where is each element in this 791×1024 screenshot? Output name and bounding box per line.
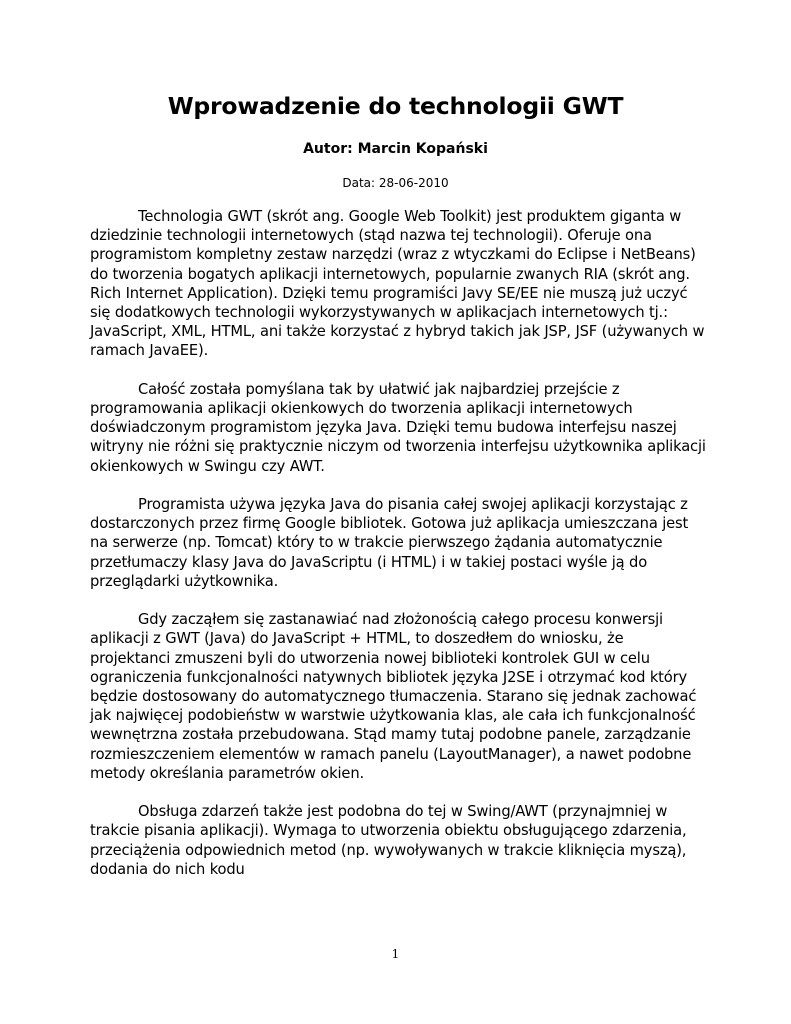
page-number: 1: [391, 947, 400, 961]
document-title: Wprowadzenie do technologii GWT: [167, 92, 624, 120]
document-date: Data: 28-06-2010: [342, 176, 449, 190]
paragraph-1: Technologia GWT (skrót ang. Google Web Toolkit) jest produktem giganta w dziedzinie technologii internetowych (stąd nazwa tej technologii). Oferuje ona programistom kompletny zestaw narzędzi (wraz z wtyczkami do Eclipse i NetBeans) do tworzenia bogatych aplikacji internetowych, popularnie zwanych RIA (skrót ang. Rich Internet Application). Dzięki temu programiści Javy SE/EE nie muszą już uczyć się dodatkowych technologii wykorzystywanych w aplikacjach internetowych tj.: JavaScript, XML, HTML, ani także korzystać z hybryd takich jak JSP, JSF (używanych w ramach JavaEE).: [90, 208, 705, 360]
document-author: Autor: Marcin Kopański: [303, 141, 488, 157]
paragraph-5: Obsługa zdarzeń także jest podobna do tej w Swing/AWT (przynajmniej w trakcie pisania aplikacji). Wymaga to utworzenia obiektu obsługującego zdarzenia, przeciążenia odpowiednich metod (np. wywoływanych w trakcie kliknięcia myszą), dodania do nich kodu: [90, 803, 687, 878]
paragraph-4: Gdy zacząłem się zastanawiać nad złożonością całego procesu konwersji aplikacji z GWT (Java) do JavaScript + HTML, to doszedłem do wniosku, że projektanci zmuszeni byli do utworzenia nowej biblioteki kontrolek GUI w celu ograniczenia funkcjonalności natywnych bibliotek języka J2SE i otrzymać kod który będzie dostosowany do automatycznego tłumaczenia. Starano się jednak zachować jak najwięcej podobieństw w warstwie użytkowania klas, ale cała ich funkcjonalność wewnętrzna została przebudowana. Stąd mamy tutaj podobne panele, zarządzanie rozmieszczeniem elementów w ramach panelu (LayoutManager), a nawet podobne metody określania parametrów okien.: [90, 611, 697, 782]
document-body: [90, 207, 706, 898]
paragraph-2: Całość została pomyślana tak by ułatwić jak najbardziej przejście z programowania aplikacji okienkowych do tworzenia aplikacji internetowych doświadczonym programistom języka Java. Dzięki temu budowa interfejsu naszej witryny nie różni się praktycznie niczym od tworzenia interfejsu użytkownika aplikacji okienkowych w Swingu czy AWT.: [90, 380, 706, 475]
paragraph-3: Programista używa języka Java do pisania całej swojej aplikacji korzystając z dostarczonych przez firmę Google bibliotek. Gotowa już aplikacja umieszczana jest na serwerze (np. Tomcat) który to w trakcie pierwszego żądania automatycznie przetłumaczy klasy Java do JavaScriptu (i HTML) i w takiej postaci wyśle ją do przeglądarki użytkownika.: [90, 496, 689, 590]
